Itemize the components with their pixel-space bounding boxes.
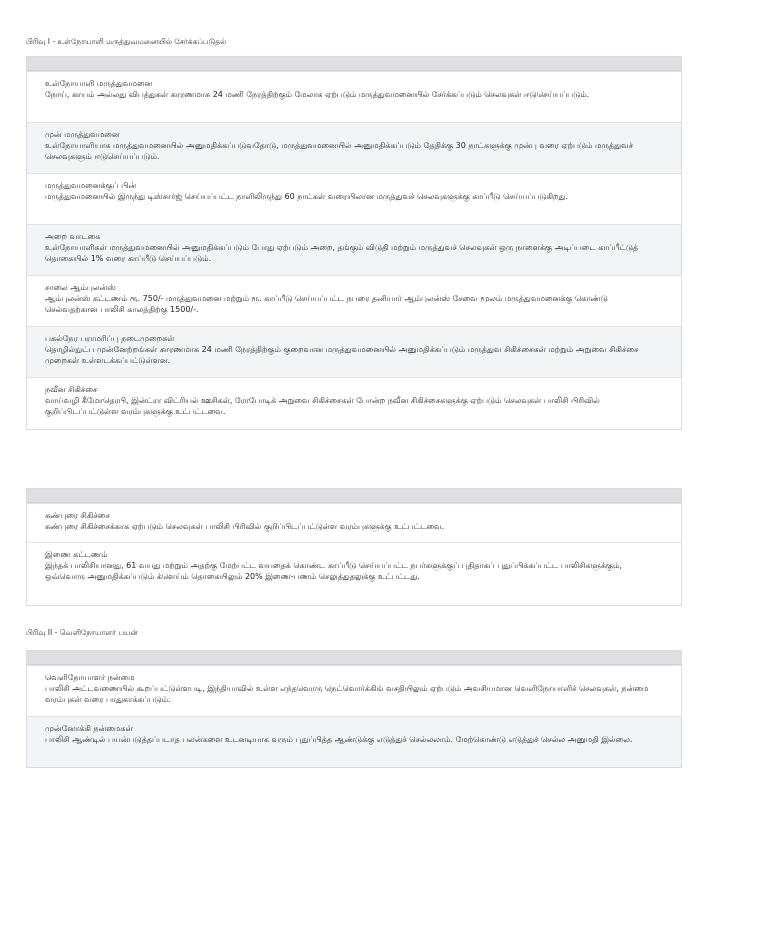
benefit-title: மருத்துவமனைக்குப் பின் xyxy=(45,181,137,190)
benefit-description: பாலிசி அட்டவணையில் கூறப்பட்டுள்ளபடி, இந்தியாவில் உள்ள எந்தவொரு நெட்வொர்க்கிங் வசதியிலும் ஏற்படும் அவசியமான வெளிநோயாளிச் செலவுகள், நன்மை வரம்புகள் வரை பாதுகாக்கப்படும். xyxy=(45,684,649,704)
benefit-title: இணை கட்டணம் xyxy=(45,550,108,559)
benefit-row xyxy=(27,224,681,275)
benefit-title: வெளிநோயாளர் நன்மை xyxy=(45,673,135,682)
benefit-row xyxy=(27,122,681,173)
benefit-row xyxy=(27,326,681,377)
benefits-table-additional xyxy=(26,488,682,606)
benefit-description: இந்தக் பாலிசியானது, 61 வயது மற்றும் அதற்கு மேற்பட்ட வயதைக் கொண்ட காப்பீடு செய்யப்பட்ட நபர்களுக்குப் புதிதாகப் புதுப்பிக்கப்பட்ட பாலிசிகளுக்கும், ஒவ்வொரு அனுமதிக்கப்படும் க்ளெய்ம் தொகையிலும் 20% இணை-பணம் செலுத்துதலுக்கு உட்பட்டது. xyxy=(45,561,622,581)
benefit-title: முன்னோக்கி நன்மைகள் xyxy=(45,724,133,733)
benefit-row xyxy=(27,503,681,542)
benefit-description: பாலிசி ஆண்டில் பயன்படுத்தப்படாத பலன்களை உடனடியாக வரும் புதுப்பித்த ஆண்டுக்கு எடுத்துச் செல்லலாம். மேற்கொண்டு எடுத்துச் செல்ல அனுமதி இல்லை. xyxy=(45,735,633,744)
benefit-title: உள்நோயாளி மருத்துவமனை xyxy=(45,79,153,88)
table-header xyxy=(27,651,681,665)
benefit-row xyxy=(27,542,681,605)
benefit-row xyxy=(27,71,681,122)
benefit-title: முன் மருத்துவமனை xyxy=(45,130,120,139)
benefit-row xyxy=(27,173,681,224)
benefit-row xyxy=(27,377,681,429)
section-heading: பிரிவு II - வெளிநோயாளர் பயன் xyxy=(26,628,138,637)
benefit-row xyxy=(27,716,681,767)
benefit-description: உள்நோயாளியாக மருத்துவமனையில் அனுமதிக்கப்படுவதோடு, மருத்துவமனையில் அனுமதிக்கப்படும் தேதிக்கு 30 நாட்களுக்கு முன்பு வரை ஏற்படும் மருத்துவச் செலவுகளும் ஈடுசெய்யப்படும். xyxy=(45,141,634,161)
benefit-row xyxy=(27,665,681,716)
benefit-title: நவீன சிகிச்சை xyxy=(45,385,98,394)
benefit-title: பகல்நேர பராமரிப்பு நடைமுறைகள் xyxy=(45,334,175,343)
table-header xyxy=(27,57,681,71)
benefit-description: தொழில்நுட்ப முன்னேற்றங்கள் காரணமாக 24 மணி நேரத்திற்கும் குறைவான மருத்துவமனையில் அனுமதிக்கப்படும் மருத்துவ சிகிச்சைகள் மற்றும் அறுவை சிகிச்சை முறைகள் உள்ளடக்கப்பட்டுள்ளன. xyxy=(45,345,639,365)
benefits-table-inpatient xyxy=(26,56,682,430)
benefit-description: வாய்வழி கீமோதெரபி, இன்ட்ரா விட்ரியல் ஊசிகள், ரோபோடிக் அறுவை சிகிச்சைகள் போன்ற நவீன சிகிச்சைகளுக்கு ஏற்படும் செலவுகள் பாலிசி பிரிவில் குறிப்பிடப்பட்டுள்ள வரம்புகளுக்கு உட்பட்டவை. xyxy=(45,396,600,416)
benefit-description: நோய், காயம் அல்லது விபத்துகள் காரணமாக 24 மணி நேரத்திற்கும் மேலாக ஏற்படும் மருத்துவமனையில் சேர்க்கப்படும் செலவுகள் ஈடுசெய்யப்படும். xyxy=(45,90,590,99)
benefit-title: சாலை ஆம்புலன்ஸ் xyxy=(45,283,116,292)
benefit-title: அறை வாடகை xyxy=(45,232,101,241)
benefit-description: ஆம்புலன்ஸ் கட்டணம் ரூ. 750/- மருத்துவமனை மற்றும் ரூ. காப்பீடு செய்யப்பட்ட நபரை தனியார் ஆம்புலன்ஸ் சேவை மூலம் மருத்துவமனைக்கு கொண்டு செல்வதற்கான பாலிசி காலத்திற்கு 1500/-. xyxy=(45,294,608,314)
table-header xyxy=(27,489,681,503)
benefits-table-outpatient xyxy=(26,650,682,768)
benefit-description: உள்நோயாளிகள் மருத்துவமனையில் அனுமதிக்கப்படும் போது ஏற்படும் அறை, தங்கும் விடுதி மற்றும் மருத்துவச் செலவுகள் ஒரு நாளைக்கு அடிப்படை காப்பீட்டுத் தொகையில் 1% வரை காப்பீடு செய்யப்படும். xyxy=(45,243,639,263)
benefit-description: மருத்துவமனையில் இருந்து டிஸ்சார்ஜ் செய்யப்பட்ட நாளிலிருந்து 60 நாட்கள் வரையிலான மருத்துவச் செலவுகளுக்கு காப்பீடு செய்யப்படுகிறது. xyxy=(45,192,568,201)
benefit-row xyxy=(27,275,681,326)
benefit-title: கண்புரை சிகிச்சை xyxy=(45,511,110,520)
section-heading: பிரிவு I - உள்நோயாளி மருத்துவமனையில் சேர்க்கப்படுதல் xyxy=(26,37,227,46)
benefit-description: கண்புரை சிகிச்சைக்காக ஏற்படும் செலவுகள் பாலிசி பிரிவில் குறிப்பிடப்பட்டுள்ள வரம்புகளுக்கு உட்பட்டவை. xyxy=(45,522,445,531)
